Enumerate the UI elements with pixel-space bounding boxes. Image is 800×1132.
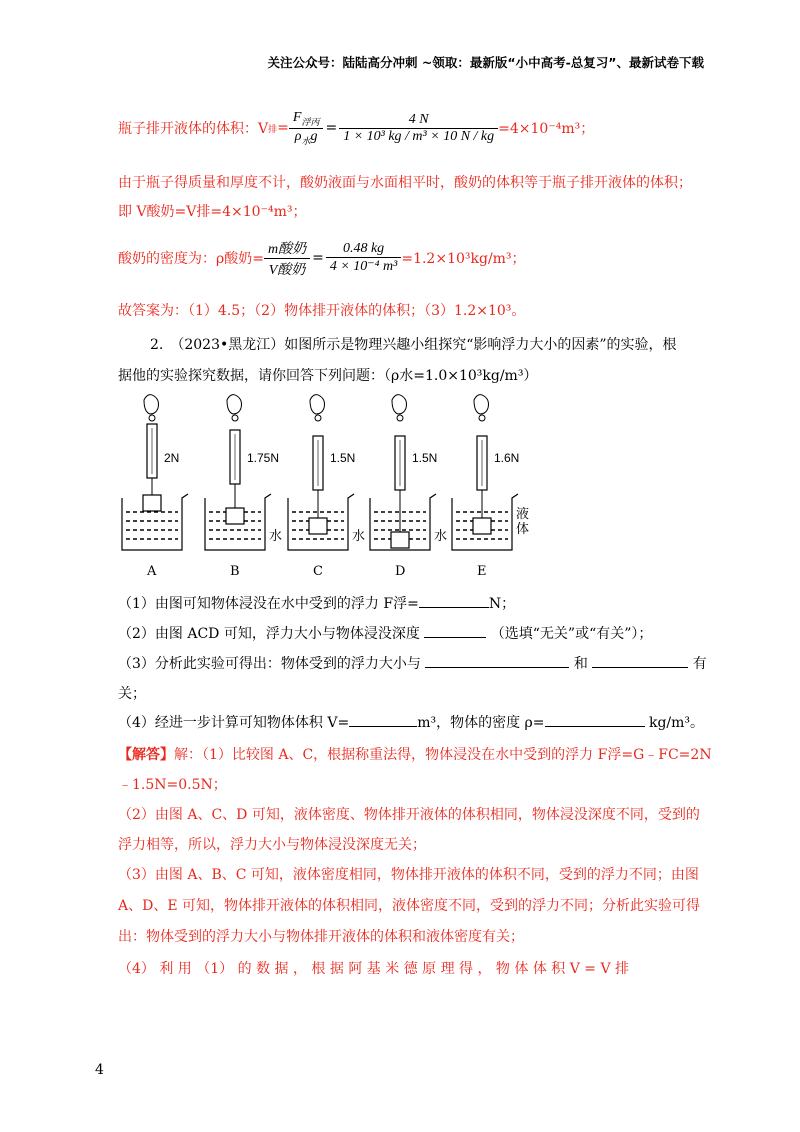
test-block <box>143 495 161 511</box>
scale-reading: 1.5N <box>330 451 356 465</box>
text: g <box>310 128 318 144</box>
test-block <box>226 508 244 524</box>
fraction <box>339 112 498 145</box>
text: （2）由图 ACD 可知，浮力大小与物体浸没深度 <box>118 626 420 642</box>
panel-label: B <box>230 564 240 579</box>
text: 水 <box>301 135 311 146</box>
panel-label: E <box>477 564 487 579</box>
text: （1）由图可知物体浸没在水中受到的浮力 F浮= <box>118 596 419 612</box>
solution-line: （2）由图 A、C、D 可知，液体密度、物体排开液体的体积相同，物体浸没深度不同，受到的 <box>118 807 700 823</box>
hand-icon <box>144 395 159 414</box>
text: 浮丙 <box>301 116 320 127</box>
page-number: 4 <box>95 1062 104 1078</box>
scale-reading: 2N <box>164 451 180 465</box>
hand-icon <box>310 395 325 414</box>
figure-panel-E <box>452 395 529 579</box>
text: N； <box>488 596 516 612</box>
question-text: 据他的实验探究数据，请你回答下列问题：（ρ水=1.0×10³kg/m³） <box>118 368 538 384</box>
answer-blank[interactable] <box>424 623 486 638</box>
text: m³，物体的密度 ρ= <box>417 715 545 731</box>
fraction <box>289 110 324 147</box>
text: ρ <box>294 128 302 144</box>
text-line: 由于瓶子得质量和厚度不计，酸奶液面与水面相平时，酸奶的体积等于瓶子排开液体的体积； <box>118 175 692 191</box>
solution-line: ﹣1.5N=0.5N； <box>118 777 227 793</box>
text: m酸奶 <box>264 238 310 259</box>
answer-blank[interactable] <box>349 712 417 727</box>
panel-label: A <box>147 564 157 579</box>
text: 排 <box>268 124 278 135</box>
hook-ring <box>315 415 321 421</box>
panel-label: C <box>313 564 323 579</box>
text: 4 × 10⁻⁴ m³ <box>329 259 398 274</box>
hook-ring <box>149 415 155 421</box>
answer-line: 故答案为：（1）4.5；（2）物体排开液体的体积；（3）1.2×10³。 <box>118 303 526 319</box>
hook-ring <box>397 415 403 421</box>
panel-label: D <box>395 564 406 579</box>
text: V酸奶 <box>268 262 306 278</box>
text: =1.2×10³kg/m³； <box>401 251 526 267</box>
question-part <box>118 593 515 613</box>
figure-panel-C <box>288 395 365 579</box>
test-block <box>473 518 491 534</box>
text: 0.48 kg <box>326 241 402 258</box>
hand-icon <box>474 395 489 414</box>
solution-line: （4） 利 用 （1） 的 数 据 ， 根 据 阿 基 米 德 原 理 得 ， 物 体 体 积 V = V 排 <box>118 961 630 977</box>
question-part <box>118 653 707 673</box>
volume-formula-line: 瓶子排开液体的体积：V 排 = $\frac{F_{浮丙}}{\rho_水g}$ = $\frac{4 N}{\text{1 × 10³ kg / m³ × 10 N / kg}}$ =4×10⁻⁴m³； <box>118 109 595 146</box>
answer-blank[interactable] <box>545 712 645 727</box>
text: 酸奶的密度为：ρ酸奶= <box>118 251 264 267</box>
question-part <box>118 712 704 732</box>
answer-blank[interactable] <box>419 593 489 608</box>
answer-blank[interactable] <box>592 653 688 668</box>
solution-tag: 【解答】 <box>118 747 174 763</box>
question-part: 关； <box>118 686 146 702</box>
fraction <box>326 241 402 275</box>
experiment-figure <box>100 390 530 585</box>
question-part <box>118 623 652 643</box>
text: （3）分析此实验可得出：物体受到的浮力大小与 <box>118 656 421 672</box>
text: （选填“无关”或“有关”）； <box>490 626 653 642</box>
hand-icon <box>392 395 407 414</box>
figure-panel-B <box>205 395 282 579</box>
text: 4 N <box>339 112 498 129</box>
scale-reading: 1.75N <box>247 451 280 465</box>
figure-panel-A <box>122 395 188 579</box>
fraction <box>264 238 310 279</box>
solution-line: （3）由图 A、B、C 可知，液体密度相同，物体排开液体的体积不同，受到的浮力不同；由图 <box>118 867 699 883</box>
solution-line: A、D、E 可知，物体排开液体的体积相同，液体密度不同，受到的浮力不同；分析此实验可得 <box>118 898 701 914</box>
figure-panel-D <box>370 395 447 579</box>
hand-icon <box>227 395 242 414</box>
text: 解：（1）比较图 A、C，根据称重法得，物体浸没在水中受到的浮力 F浮=G﹣FC=2N <box>174 747 712 763</box>
hook-ring <box>479 415 485 421</box>
text: 有 <box>692 656 707 672</box>
scale-reading: 1.6N <box>494 451 520 465</box>
liquid-label: 液体 <box>516 507 530 537</box>
text-line: 即 V酸奶=V排=4×10⁻⁴m³； <box>118 204 307 220</box>
test-block <box>309 518 327 534</box>
density-formula-line: 酸奶的密度为：ρ酸奶= $\frac{\text{m酸奶}}{\text{V酸奶}}$ = $\frac{0.48 kg}{\text{4 × 10⁻⁴ m³}}$ =1.2×10³kg/m³； <box>118 238 526 278</box>
page-header: 关注公众号：陆陆高分冲刺 ~领取：最新版“小中高考-总复习”、最新试卷下载 <box>267 55 704 70</box>
text: kg/m³。 <box>648 715 705 731</box>
text: F <box>292 109 302 125</box>
text: 瓶子排开液体的体积：V <box>118 121 269 137</box>
liquid-label: 水 <box>352 529 366 544</box>
answer-blank[interactable] <box>425 653 569 668</box>
solution-line: 浮力相等，所以，浮力大小与物体浸没深度无关； <box>118 837 426 853</box>
liquid-label: 水 <box>434 529 448 544</box>
text: = <box>277 120 289 136</box>
text: （4）经进一步计算可知物体体积 V= <box>118 715 350 731</box>
solution-line <box>118 744 712 764</box>
liquid-label: 水 <box>269 529 283 544</box>
text: 和 <box>573 656 588 672</box>
test-block <box>391 532 409 548</box>
scale-reading: 1.5N <box>412 451 438 465</box>
hook-ring <box>232 415 238 421</box>
text: 1 × 10³ kg / m³ × 10 N / kg <box>343 128 495 144</box>
question-text: 2. （2023•黑龙江）如图所示是物理兴趣小组探究“影响浮力大小的因素”的实验，根 <box>150 337 677 353</box>
text: =4×10⁻⁴m³； <box>498 121 595 137</box>
solution-line: 出：物体受到的浮力大小与物体排开液体的体积和液体密度有关； <box>118 929 524 945</box>
